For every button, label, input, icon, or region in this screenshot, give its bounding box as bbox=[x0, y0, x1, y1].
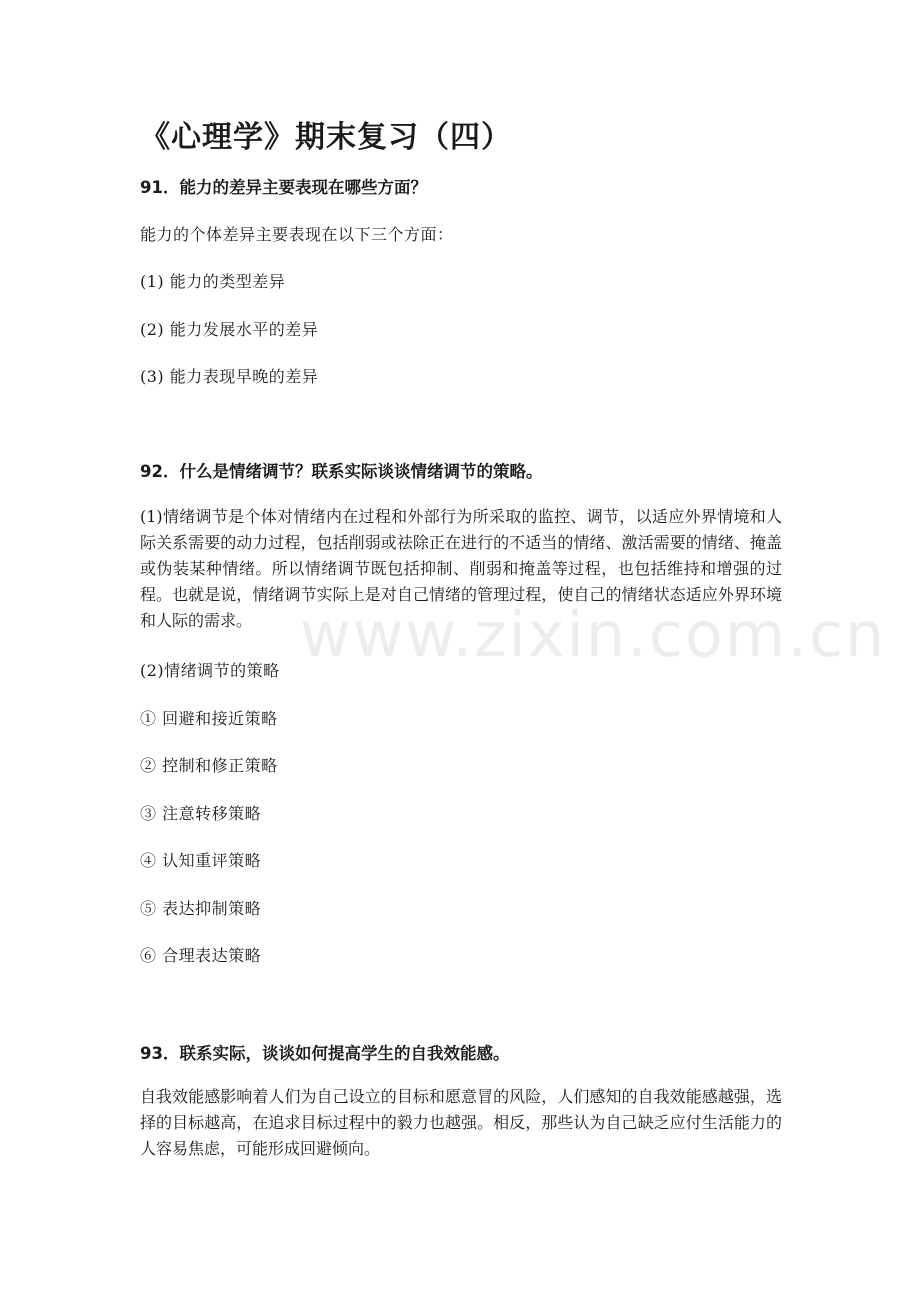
document-title: 《心理学》期末复习（四） bbox=[140, 120, 512, 155]
question-92: 92．什么是情绪调节？联系实际谈谈情绪调节的策略。 bbox=[140, 462, 543, 481]
q91-item-2: (2) 能力发展水平的差异 bbox=[140, 320, 319, 339]
q92-strategy-4: ④ 认知重评策略 bbox=[140, 851, 262, 870]
q93-paragraph-1: 自我效能感影响着人们为自己设立的目标和愿意冒的风险，人们感知的自我效能感越强，选择的目标越高，在追求目标过程中的毅力也越强。相反，那些认为自己缺乏应付生活能力的人容易焦虑，可能形成回避倾向。 bbox=[140, 1087, 782, 1158]
watermark: www.zixin.com.cn bbox=[300, 598, 887, 671]
question-93: 93．联系实际，谈谈如何提高学生的自我效能感。 bbox=[140, 1044, 510, 1063]
q91-intro: 能力的个体差异主要表现在以下三个方面： bbox=[140, 225, 454, 244]
question-91: 91．能力的差异主要表现在哪些方面？ bbox=[140, 178, 427, 197]
q92-paragraph-1: (1)情绪调节是个体对情绪内在过程和外部行为所采取的监控、调节，以适应外界情境和人际关系需要的动力过程，包括削弱或祛除正在进行的不适当的情绪、激活需要的情绪、掩盖或伪装某种情绪。所以情绪调节既包括抑制、削弱和掩盖等过程，也包括维持和增强的过程。也就是说，情绪调节实际上是对自己情绪的管理过程，使自己的情绪状态适应外界环境和人际的需求。 bbox=[140, 507, 782, 630]
q92-strategy-3: ③ 注意转移策略 bbox=[140, 804, 262, 823]
q92-strategy-1: ① 回避和接近策略 bbox=[140, 709, 278, 728]
q91-item-1: (1) 能力的类型差异 bbox=[140, 272, 286, 291]
q92-strategy-2: ② 控制和修正策略 bbox=[140, 756, 278, 775]
q91-item-3: (3) 能力表现早晚的差异 bbox=[140, 367, 319, 386]
q92-strategy-5: ⑤ 表达抑制策略 bbox=[140, 899, 262, 918]
q92-strategy-6: ⑥ 合理表达策略 bbox=[140, 946, 262, 965]
q92-strategy-heading: (2)情绪调节的策略 bbox=[140, 661, 280, 680]
